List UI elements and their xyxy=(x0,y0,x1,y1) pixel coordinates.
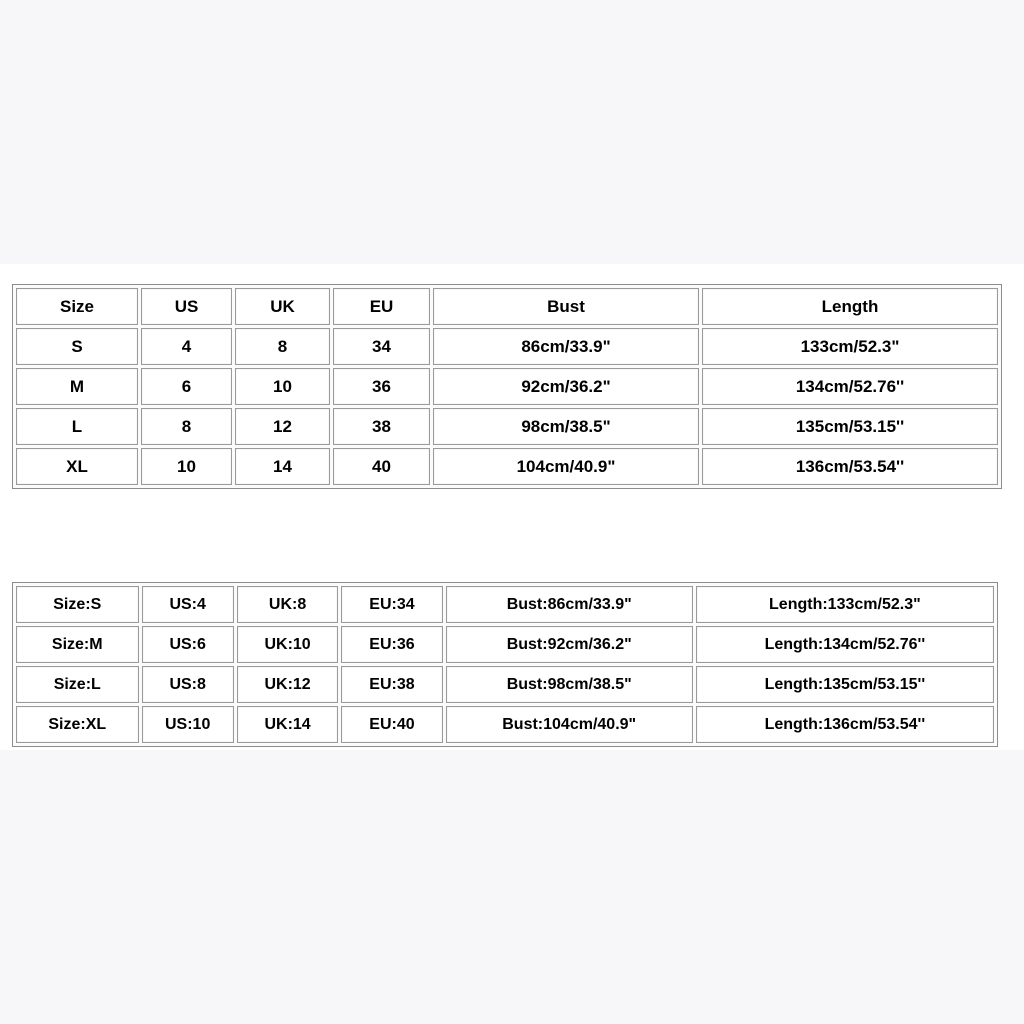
table-row xyxy=(16,666,994,703)
table-cell: Length:135cm/53.15'' xyxy=(696,666,994,703)
table-cell: Bust:98cm/38.5" xyxy=(446,666,693,703)
table-cell: UK:12 xyxy=(237,666,338,703)
table-cell: UK:8 xyxy=(237,586,338,623)
table-cell: Bust:86cm/33.9" xyxy=(446,586,693,623)
header-cell-size: Size xyxy=(16,288,138,325)
table-cell: Length:134cm/52.76'' xyxy=(696,626,994,663)
table-cell: EU:34 xyxy=(341,586,442,623)
table-cell: Length:133cm/52.3" xyxy=(696,586,994,623)
size-conversion-table xyxy=(12,284,1002,489)
table-cell: L xyxy=(16,408,138,445)
table-row xyxy=(16,586,994,623)
table-cell: Size:XL xyxy=(16,706,139,743)
table-cell: 10 xyxy=(235,368,330,405)
table-cell: Bust:104cm/40.9" xyxy=(446,706,693,743)
table-row xyxy=(16,368,998,405)
table-cell: 134cm/52.76'' xyxy=(702,368,998,405)
table-cell: 38 xyxy=(333,408,430,445)
table-cell: 135cm/53.15'' xyxy=(702,408,998,445)
table-cell: 40 xyxy=(333,448,430,485)
table-row xyxy=(16,706,994,743)
table-cell: 36 xyxy=(333,368,430,405)
table-cell: EU:36 xyxy=(341,626,442,663)
header-cell-bust: Bust xyxy=(433,288,699,325)
table-header-row xyxy=(16,288,998,325)
header-cell-length: Length xyxy=(702,288,998,325)
table-cell: EU:38 xyxy=(341,666,442,703)
table-row xyxy=(16,626,994,663)
table-cell: US:4 xyxy=(142,586,234,623)
header-cell-eu: EU xyxy=(333,288,430,325)
size-detail-table xyxy=(12,582,998,747)
table-cell: S xyxy=(16,328,138,365)
table-cell: 98cm/38.5" xyxy=(433,408,699,445)
table-cell: Bust:92cm/36.2" xyxy=(446,626,693,663)
table-cell: 8 xyxy=(235,328,330,365)
table-cell: XL xyxy=(16,448,138,485)
table-cell: 133cm/52.3" xyxy=(702,328,998,365)
table-cell: 6 xyxy=(141,368,232,405)
table-row xyxy=(16,448,998,485)
table-cell: 10 xyxy=(141,448,232,485)
table-cell: Size:M xyxy=(16,626,139,663)
table-row xyxy=(16,408,998,445)
table-cell: 136cm/53.54'' xyxy=(702,448,998,485)
table-cell: UK:10 xyxy=(237,626,338,663)
table-cell: Size:S xyxy=(16,586,139,623)
table-cell: 14 xyxy=(235,448,330,485)
table-cell: UK:14 xyxy=(237,706,338,743)
table-cell: 92cm/36.2" xyxy=(433,368,699,405)
table-cell: 34 xyxy=(333,328,430,365)
table-cell: 8 xyxy=(141,408,232,445)
table-cell: US:8 xyxy=(142,666,234,703)
table-cell: Length:136cm/53.54'' xyxy=(696,706,994,743)
table-cell: 12 xyxy=(235,408,330,445)
header-cell-uk: UK xyxy=(235,288,330,325)
header-cell-us: US xyxy=(141,288,232,325)
table-cell: Size:L xyxy=(16,666,139,703)
table-row xyxy=(16,328,998,365)
table-cell: US:6 xyxy=(142,626,234,663)
table-cell: 104cm/40.9" xyxy=(433,448,699,485)
table-cell: M xyxy=(16,368,138,405)
table-cell: 86cm/33.9" xyxy=(433,328,699,365)
table-cell: EU:40 xyxy=(341,706,442,743)
table-cell: US:10 xyxy=(142,706,234,743)
table-cell: 4 xyxy=(141,328,232,365)
